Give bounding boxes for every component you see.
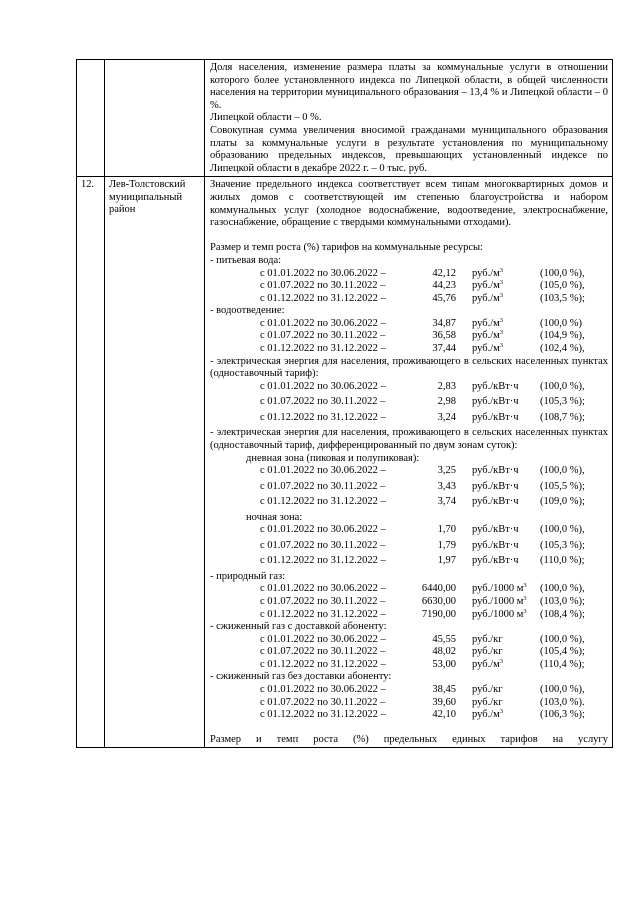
tariff-growth-percent: (108,7 %); bbox=[540, 411, 585, 423]
tariff-value: 44,23 bbox=[432, 280, 456, 292]
tariff-period: с 01.07.2022 по 30.11.2022 – bbox=[260, 696, 386, 708]
tariff-unit-text: руб./м bbox=[472, 330, 500, 342]
tariff-group-title: - электрическая энергия для населения, проживающего в сельских населенных пунктах (одноставочный тариф, дифференцированный по двум зонам суток): bbox=[210, 427, 608, 451]
tariff-unit bbox=[472, 496, 519, 509]
tariff-zone-title: дневная зона (пиковая и полупиковая): bbox=[246, 452, 420, 464]
tariff-unit bbox=[472, 646, 503, 659]
tariff-unit-exponent: 3 bbox=[523, 607, 527, 615]
tariff-period: с 01.07.2022 по 30.11.2022 – bbox=[260, 280, 386, 292]
paragraph-closing-fragment: Размер и темп роста (%) предельных единых тарифов на услугу bbox=[210, 734, 608, 746]
tariff-unit bbox=[472, 318, 503, 331]
tariff-unit-exponent: 3 bbox=[499, 291, 504, 299]
tariff-group-title: - сжиженный газ с доставкой абоненту: bbox=[210, 621, 387, 633]
tariff-period: с 01.12.2022 по 31.12.2022 – bbox=[260, 411, 386, 423]
tariff-unit bbox=[472, 596, 527, 609]
tariff-group-title: - сжиженный газ без доставки абоненту: bbox=[210, 671, 392, 683]
tariff-unit-text: руб./м bbox=[472, 317, 500, 329]
tariff-growth-percent: (100,0 %), bbox=[540, 684, 585, 696]
tariff-growth-percent: (100,0 %), bbox=[540, 465, 585, 477]
district-content-cell bbox=[205, 177, 613, 748]
tariff-growth-percent: (100,0 %), bbox=[540, 633, 585, 645]
tariff-row bbox=[210, 609, 608, 622]
tariff-period: с 01.07.2022 по 30.11.2022 – bbox=[260, 396, 386, 408]
tariff-period: с 01.01.2022 по 30.06.2022 – bbox=[260, 524, 386, 536]
tariff-row bbox=[210, 481, 608, 497]
tariff-unit-text: руб./кг bbox=[472, 633, 503, 645]
tariff-unit bbox=[472, 634, 503, 647]
tariff-unit bbox=[472, 684, 503, 697]
tariff-growth-percent: (103,0 %). bbox=[540, 696, 585, 708]
tariff-period: с 01.12.2022 по 31.12.2022 – bbox=[260, 709, 386, 721]
tariff-value: 42,12 bbox=[432, 267, 456, 279]
tariff-row bbox=[210, 646, 608, 659]
tariff-value: 48,02 bbox=[432, 646, 456, 658]
document-page bbox=[76, 59, 612, 748]
tariff-period: с 01.07.2022 по 30.11.2022 – bbox=[260, 646, 386, 658]
tariff-value: 1,79 bbox=[437, 539, 456, 551]
tariff-period: с 01.01.2022 по 30.06.2022 – bbox=[260, 583, 386, 595]
tariff-row bbox=[210, 343, 608, 356]
tariff-unit bbox=[472, 583, 527, 596]
tariff-unit-exponent: 3 bbox=[523, 594, 527, 602]
tariff-growth-percent: (103,0 %); bbox=[540, 595, 585, 607]
tariff-period: с 01.07.2022 по 30.11.2022 – bbox=[260, 539, 386, 551]
table-row-continued bbox=[77, 60, 613, 177]
tariff-growth-percent: (100,0 %), bbox=[540, 380, 585, 392]
tariff-unit bbox=[472, 540, 519, 553]
tariff-unit-exponent: 3 bbox=[499, 708, 504, 716]
tariff-unit bbox=[472, 709, 503, 722]
tariff-unit-text: руб./кг bbox=[472, 696, 503, 708]
tariff-unit bbox=[472, 268, 503, 281]
tariff-growth-percent: (109,0 %); bbox=[540, 496, 585, 508]
tariff-growth-percent: (106,3 %); bbox=[540, 709, 585, 721]
blank-line bbox=[210, 230, 608, 243]
tariff-row bbox=[210, 381, 608, 397]
tariff-unit-text: руб./м bbox=[472, 267, 500, 279]
tariff-growth-percent: (110,4 %); bbox=[540, 658, 585, 670]
tariff-growth-percent: (108,4 %); bbox=[540, 608, 585, 620]
tariff-row bbox=[210, 396, 608, 412]
tariff-unit-exponent: 3 bbox=[499, 342, 504, 350]
tariff-row bbox=[210, 412, 608, 428]
tariff-row bbox=[210, 524, 608, 540]
tariff-row bbox=[210, 496, 608, 512]
tariff-group-title: - электрическая энергия для населения, проживающего в сельских населенных пунктах (одноставочный тариф): bbox=[210, 355, 608, 380]
tariff-unit-exponent: 3 bbox=[499, 657, 504, 665]
tariff-unit-text: руб./кВт·ч bbox=[472, 480, 519, 492]
tariff-value: 39,60 bbox=[432, 696, 456, 708]
tariff-unit-text: руб./кВт·ч bbox=[472, 380, 519, 392]
tariff-period: с 01.01.2022 по 30.06.2022 – bbox=[260, 684, 386, 696]
blank-line bbox=[210, 722, 608, 735]
tariff-value: 3,25 bbox=[437, 465, 456, 477]
tariff-row bbox=[210, 684, 608, 697]
tariff-growth-percent: (110,0 %); bbox=[540, 555, 585, 567]
paragraph-population-share: Доля населения, изменение размера платы за коммунальные услуги в отношении которого более установленного индекса по Липецкой области, в общей численности населения на территории муниципального образования – 13,4 % и Липецкой области – 0 %. bbox=[210, 62, 608, 111]
tariff-growth-percent: (105,3 %); bbox=[540, 539, 585, 551]
tariff-period: с 01.01.2022 по 30.06.2022 – bbox=[260, 633, 386, 645]
tariff-value: 34,87 bbox=[432, 317, 456, 329]
tariff-value: 6440,00 bbox=[421, 583, 456, 595]
tariff-unit-text: руб./кВт·ч bbox=[472, 396, 519, 408]
tariff-unit bbox=[472, 396, 519, 409]
tariff-value: 3,74 bbox=[437, 496, 456, 508]
tariff-growth-percent: (100,0 %), bbox=[540, 524, 585, 536]
tariff-unit bbox=[472, 555, 519, 568]
tariff-period: с 01.12.2022 по 31.12.2022 – bbox=[260, 555, 386, 567]
tariff-unit-text: руб./1000 м bbox=[472, 608, 524, 620]
tariff-row bbox=[210, 330, 608, 343]
paragraph-index-intro: Значение предельного индекса соответствует всем типам многоквартирных домов и жилых домов с соответствующей им степенью благоустройства и набором коммунальных услуг (холодное водоснабжение, водоотведение, электроснабжение, газоснабжение, обращение с твердыми коммунальными отходами). bbox=[210, 179, 608, 229]
tariff-value: 45,55 bbox=[432, 633, 456, 645]
tariff-unit-text: руб./кг bbox=[472, 684, 503, 696]
tariff-unit bbox=[472, 280, 503, 293]
index-table bbox=[76, 59, 613, 748]
tariff-row bbox=[210, 268, 608, 281]
tariff-growth-percent: (105,4 %); bbox=[540, 646, 585, 658]
tariff-row bbox=[210, 697, 608, 710]
tariff-unit-text: руб./кВт·ч bbox=[472, 539, 519, 551]
tariff-unit-text: руб./кВт·ч bbox=[472, 555, 519, 567]
tariff-growth-percent: (100,0 %), bbox=[540, 267, 585, 279]
number-cell-empty bbox=[77, 60, 105, 177]
tariff-value: 6630,00 bbox=[421, 595, 456, 607]
tariff-growth-percent: (104,9 %), bbox=[540, 330, 585, 342]
tariff-row bbox=[210, 634, 608, 647]
tariff-unit-text: руб./кВт·ч bbox=[472, 411, 519, 423]
tariff-unit-exponent: 3 bbox=[523, 582, 527, 590]
tariff-unit bbox=[472, 293, 503, 306]
tariff-value: 1,70 bbox=[437, 524, 456, 536]
tariff-row bbox=[210, 583, 608, 596]
tariff-value: 3,43 bbox=[437, 480, 456, 492]
tariff-row bbox=[210, 540, 608, 556]
tariff-unit-exponent: 3 bbox=[499, 266, 504, 274]
tariff-unit bbox=[472, 381, 519, 394]
tariff-unit-text: руб./кВт·ч bbox=[472, 496, 519, 508]
tariff-row bbox=[210, 318, 608, 331]
tariff-row bbox=[210, 596, 608, 609]
tariff-value: 38,45 bbox=[432, 684, 456, 696]
district-cell-empty bbox=[105, 60, 205, 177]
tariff-unit bbox=[472, 412, 519, 425]
tariff-period: с 01.07.2022 по 30.11.2022 – bbox=[260, 330, 386, 342]
tariff-period: с 01.01.2022 по 30.06.2022 – bbox=[260, 317, 386, 329]
tariff-unit-exponent: 3 bbox=[499, 316, 504, 324]
tariff-value: 53,00 bbox=[432, 658, 456, 670]
table-row-district bbox=[77, 177, 613, 748]
tariff-value: 36,58 bbox=[432, 330, 456, 342]
tariff-value: 45,76 bbox=[432, 292, 456, 304]
tariff-row bbox=[210, 659, 608, 672]
district-name: Лев-Толстовский муниципальный район bbox=[105, 177, 205, 748]
tariff-period: с 01.12.2022 по 31.12.2022 – bbox=[260, 608, 386, 620]
tariff-unit-text: руб./м bbox=[472, 280, 500, 292]
tariff-row bbox=[210, 465, 608, 481]
tariff-period: с 01.01.2022 по 30.06.2022 – bbox=[260, 380, 386, 392]
tariff-group-title: - питьевая вода: bbox=[210, 254, 282, 266]
tariffs-title: Размер и темп роста (%) тарифов на коммунальные ресурсы: bbox=[210, 242, 483, 254]
tariff-period: с 01.12.2022 по 31.12.2022 – bbox=[260, 658, 386, 670]
tariff-growth-percent: (103,5 %); bbox=[540, 292, 585, 304]
tariff-value: 42,10 bbox=[432, 709, 456, 721]
paragraph-total-increase: Совокупная сумма увеличения вносимой гражданами муниципального образования платы за коммунальные услуги в результате установления по муниципальному образованию предельных индексов, превышающих установленный индексе по Липецкой области в декабре 2022 г. – 0 тыс. руб. bbox=[210, 124, 608, 174]
tariff-unit-text: руб./кг bbox=[472, 646, 503, 658]
row-number: 12. bbox=[77, 177, 105, 748]
tariff-group-title: - природный газ: bbox=[210, 570, 286, 582]
tariff-growth-percent: (105,0 %), bbox=[540, 280, 585, 292]
tariff-growth-percent: (105,5 %); bbox=[540, 480, 585, 492]
tariff-unit-text: руб./м bbox=[472, 343, 500, 355]
tariff-value: 2,83 bbox=[437, 380, 456, 392]
tariff-unit-text: руб./кВт·ч bbox=[472, 524, 519, 536]
paragraph-lipetsk-share: Липецкой области – 0 %. bbox=[210, 112, 322, 124]
tariff-row bbox=[210, 709, 608, 722]
tariff-unit-exponent: 3 bbox=[499, 329, 504, 337]
tariff-value: 7190,00 bbox=[421, 608, 456, 620]
tariff-unit-text: руб./м bbox=[472, 292, 500, 304]
tariff-value: 37,44 bbox=[432, 343, 456, 355]
tariff-unit-exponent: 3 bbox=[499, 279, 504, 287]
tariff-growth-percent: (102,4 %), bbox=[540, 343, 585, 355]
tariff-unit bbox=[472, 481, 519, 494]
tariff-period: с 01.07.2022 по 30.11.2022 – bbox=[260, 595, 386, 607]
tariff-unit bbox=[472, 659, 503, 672]
tariff-unit bbox=[472, 343, 503, 356]
tariff-zone-title: ночная зона: bbox=[246, 511, 303, 523]
tariff-unit bbox=[472, 465, 519, 478]
tariff-period: с 01.12.2022 по 31.12.2022 – bbox=[260, 496, 386, 508]
tariff-period: с 01.07.2022 по 30.11.2022 – bbox=[260, 480, 386, 492]
tariff-growth-percent: (100,0 %) bbox=[540, 317, 582, 329]
tariff-period: с 01.01.2022 по 30.06.2022 – bbox=[260, 267, 386, 279]
tariff-growth-percent: (100,0 %), bbox=[540, 583, 585, 595]
tariff-value: 3,24 bbox=[437, 411, 456, 423]
tariff-growth-percent: (105,3 %); bbox=[540, 396, 585, 408]
continued-content-cell bbox=[205, 60, 613, 177]
tariff-unit bbox=[472, 609, 527, 622]
tariff-period: с 01.01.2022 по 30.06.2022 – bbox=[260, 465, 386, 477]
tariff-period: с 01.12.2022 по 31.12.2022 – bbox=[260, 343, 386, 355]
tariff-groups bbox=[210, 255, 608, 722]
tariff-row bbox=[210, 555, 608, 571]
tariff-unit-text: руб./кВт·ч bbox=[472, 465, 519, 477]
tariff-unit-text: руб./м bbox=[472, 709, 500, 721]
tariff-unit-text: руб./м bbox=[472, 658, 500, 670]
tariff-unit bbox=[472, 697, 503, 710]
tariff-value: 2,98 bbox=[437, 396, 456, 408]
tariff-row bbox=[210, 293, 608, 306]
tariff-unit-text: руб./1000 м bbox=[472, 595, 524, 607]
tariff-row bbox=[210, 280, 608, 293]
tariff-period: с 01.12.2022 по 31.12.2022 – bbox=[260, 292, 386, 304]
tariff-unit bbox=[472, 330, 503, 343]
tariff-unit-text: руб./1000 м bbox=[472, 583, 524, 595]
tariff-group-title: - водоотведение: bbox=[210, 305, 285, 317]
tariff-value: 1,97 bbox=[437, 555, 456, 567]
tariff-unit bbox=[472, 524, 519, 537]
